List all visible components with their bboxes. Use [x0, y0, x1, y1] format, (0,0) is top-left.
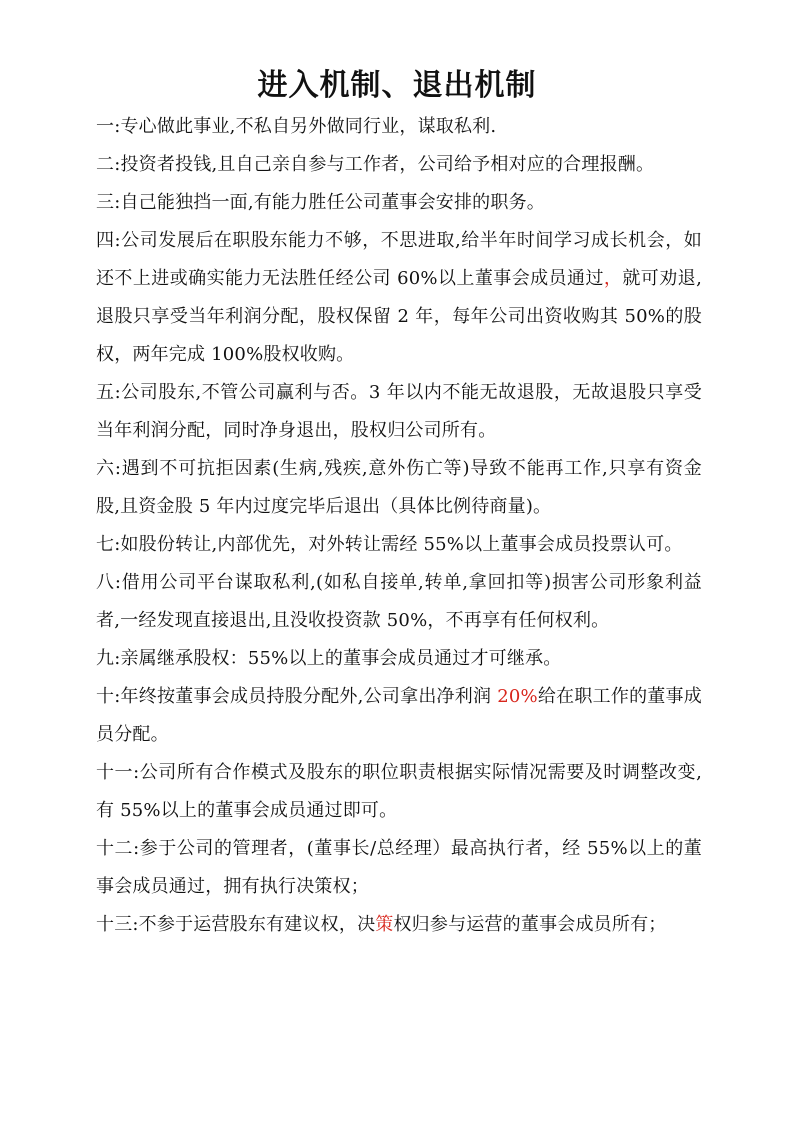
clause-text: 九:亲属继承股权：55%以上的董事会成员通过才可继承。	[96, 648, 562, 669]
clause-text: 十二:参于公司的管理者，(董事长/总经理）最高执行者，经 55%以上的董事会成员通过，拥有执行决策权；	[96, 838, 702, 897]
document-body	[96, 108, 702, 944]
clause-13	[96, 906, 702, 944]
clause-6	[96, 450, 702, 526]
clause-text: 十一:公司所有合作模式及股东的职位职责根据实际情况需要及时调整改变,有 55%以上的董事会成员通过即可。	[96, 762, 702, 821]
clause-12	[96, 830, 702, 906]
clause-text: 七:如股份转让,内部优先，对外转让需经 55%以上董事会成员投票认可。	[96, 534, 683, 555]
clause-text: 给在职工作的董事成员分配。	[96, 686, 702, 745]
clause-text: 六:遇到不可抗拒因素(生病,残疾,意外伤亡等)导致不能再工作,只享有资金股,且资金股 5 年内过度完毕后退出（具体比例待商量)。	[96, 458, 702, 517]
clause-text: 权归参与运营的董事会成员所有；	[393, 914, 667, 935]
highlighted-text: 策	[375, 914, 394, 935]
clause-text: 十三:不参于运营股东有建议权，决	[96, 914, 376, 935]
clause-1	[96, 108, 702, 146]
clause-text: 四:公司发展后在职股东能力不够，不思进取,给半年时间学习成长机会，如还不上进或确实能力无法胜任经公司 60%以上董事会成员通过	[96, 230, 702, 289]
clause-5	[96, 374, 702, 450]
clause-3	[96, 184, 702, 222]
clause-text: 一:专心做此事业,不私自另外做同行业，谋取私利.	[96, 116, 497, 137]
clause-text: 就可劝退,退股只享受当年利润分配，股权保留 2 年，每年公司出资收购其 50%的股权，两年完成 100%股权收购。	[96, 268, 702, 365]
clause-11	[96, 754, 702, 830]
clause-8	[96, 564, 702, 640]
clause-7	[96, 526, 702, 564]
highlighted-percentage: 20%	[497, 686, 538, 707]
clause-text: 八:借用公司平台谋取私利,(如私自接单,转单,拿回扣等)损害公司形象利益者,一经发现直接退出,且没收投资款 50%，不再享有任何权利。	[96, 572, 702, 631]
highlighted-text: ，	[603, 268, 623, 289]
clause-4	[96, 222, 702, 374]
document-title: 进入机制、退出机制	[257, 68, 537, 103]
clause-text: 五:公司股东,不管公司赢利与否。3 年以内不能无故退股，无故退股只享受当年利润分配，同时净身退出，股权归公司所有。	[96, 382, 702, 441]
clause-10	[96, 678, 702, 754]
clause-text: 十:年终按董事会成员持股分配外,公司拿出净利润	[96, 686, 498, 707]
clause-2	[96, 146, 702, 184]
clause-text: 二:投资者投钱,且自己亲自参与工作者，公司给予相对应的合理报酬。	[96, 154, 655, 175]
clause-text: 三:自己能独挡一面,有能力胜任公司董事会安排的职务。	[96, 192, 545, 213]
clause-9	[96, 640, 702, 678]
